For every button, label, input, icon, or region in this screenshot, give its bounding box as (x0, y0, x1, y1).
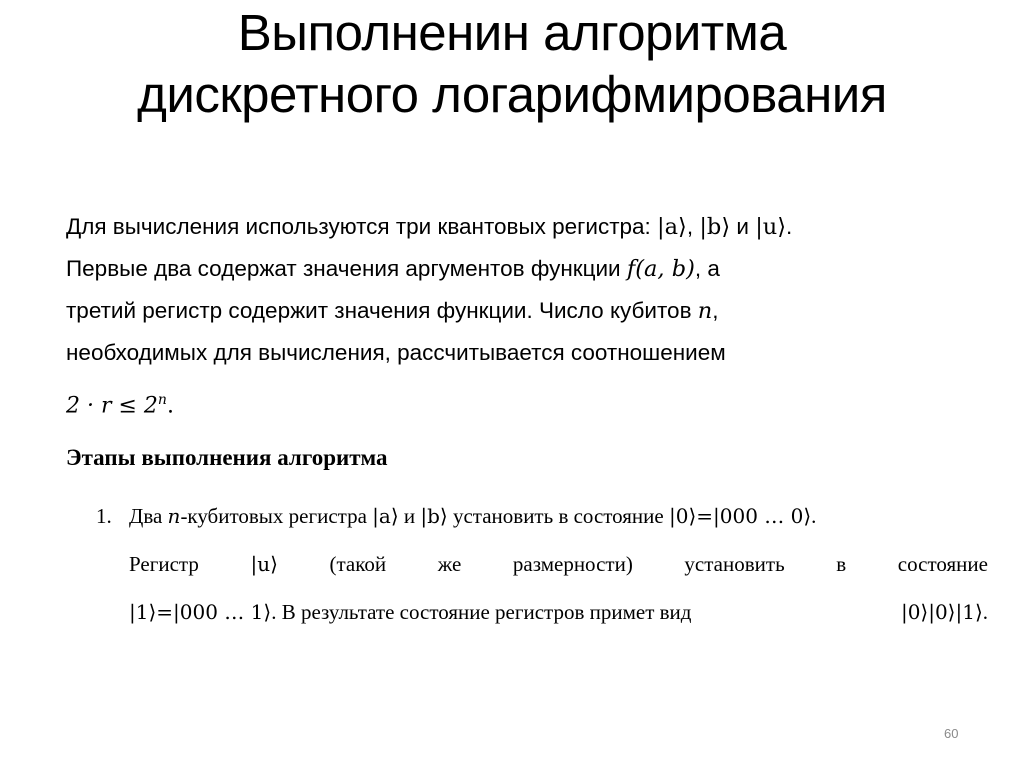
intro-text: третий регистр содержит значения функции. Число кубитов (66, 298, 698, 323)
step-row-3 (129, 588, 988, 636)
formula-exponent: n (157, 392, 167, 408)
register-b: |b⟩ (699, 214, 731, 240)
intro-text: , а (694, 256, 720, 281)
step-word: размерности) (512, 552, 633, 576)
period: . (811, 504, 817, 528)
step-row-1 (129, 492, 988, 540)
intro-text: Для вычисления используются три квантовых регистра: (66, 214, 658, 239)
intro-paragraph (66, 206, 996, 374)
step-word: в (836, 552, 847, 576)
intro-text: Первые два содержат значения аргументов функции (66, 256, 627, 281)
step-row-2 (129, 540, 988, 588)
step-body (129, 492, 988, 636)
period: . (786, 214, 793, 239)
stages-heading: Этапы выполнения алгоритма (66, 445, 388, 470)
separator: , (686, 214, 700, 239)
function-fab: f(a, b) (626, 256, 695, 282)
intro-text: , (712, 298, 719, 323)
step-word: состояние (897, 552, 988, 576)
step-text: Два (129, 504, 168, 528)
step-word: (такой (329, 552, 387, 576)
step-word: Регистр (129, 552, 199, 576)
step-text: -кубитовых регистра (180, 504, 373, 528)
slide-title-line-1: Выполненин алгоритма (237, 4, 787, 61)
register-b: |b⟩ (420, 504, 448, 528)
step-1 (96, 492, 988, 636)
page-number: 60 (944, 726, 959, 741)
step-number: 1. (96, 504, 112, 528)
register-a: |a⟩ (372, 504, 399, 528)
conjunction: и (730, 214, 756, 239)
variable-n: n (167, 504, 181, 528)
slide-title (0, 2, 1024, 126)
final-state: |0⟩|0⟩|1⟩ (900, 600, 983, 624)
intro-line-4: необходимых для вычисления, рассчитывается соотношением (66, 340, 726, 365)
intro-line-2 (66, 248, 996, 290)
slide-title-line-2: дискретного логарифмирования (137, 66, 887, 123)
zero-state: |0⟩=|000 … 0⟩ (668, 504, 812, 528)
step-word: установить (684, 552, 785, 576)
step-text: установить в состояние (447, 504, 669, 528)
one-state: |1⟩=|000 … 1⟩ (129, 600, 272, 624)
intro-line-3 (66, 290, 996, 332)
formula-lhs: 2 · r ≤ 2 (66, 393, 158, 419)
variable-n: n (697, 298, 713, 324)
step-text: и (398, 504, 421, 528)
intro-line-1 (66, 206, 996, 248)
final-state-group (901, 588, 988, 636)
period: . (982, 600, 988, 624)
formula-period: . (166, 393, 174, 419)
qubit-formula (66, 385, 174, 421)
register-u: |u⟩ (755, 214, 787, 240)
register-a: |a⟩ (657, 214, 687, 240)
step-word: же (437, 552, 462, 576)
register-u: |u⟩ (250, 552, 278, 576)
step-text: . В результате состояние регистров примет вид (271, 600, 692, 624)
